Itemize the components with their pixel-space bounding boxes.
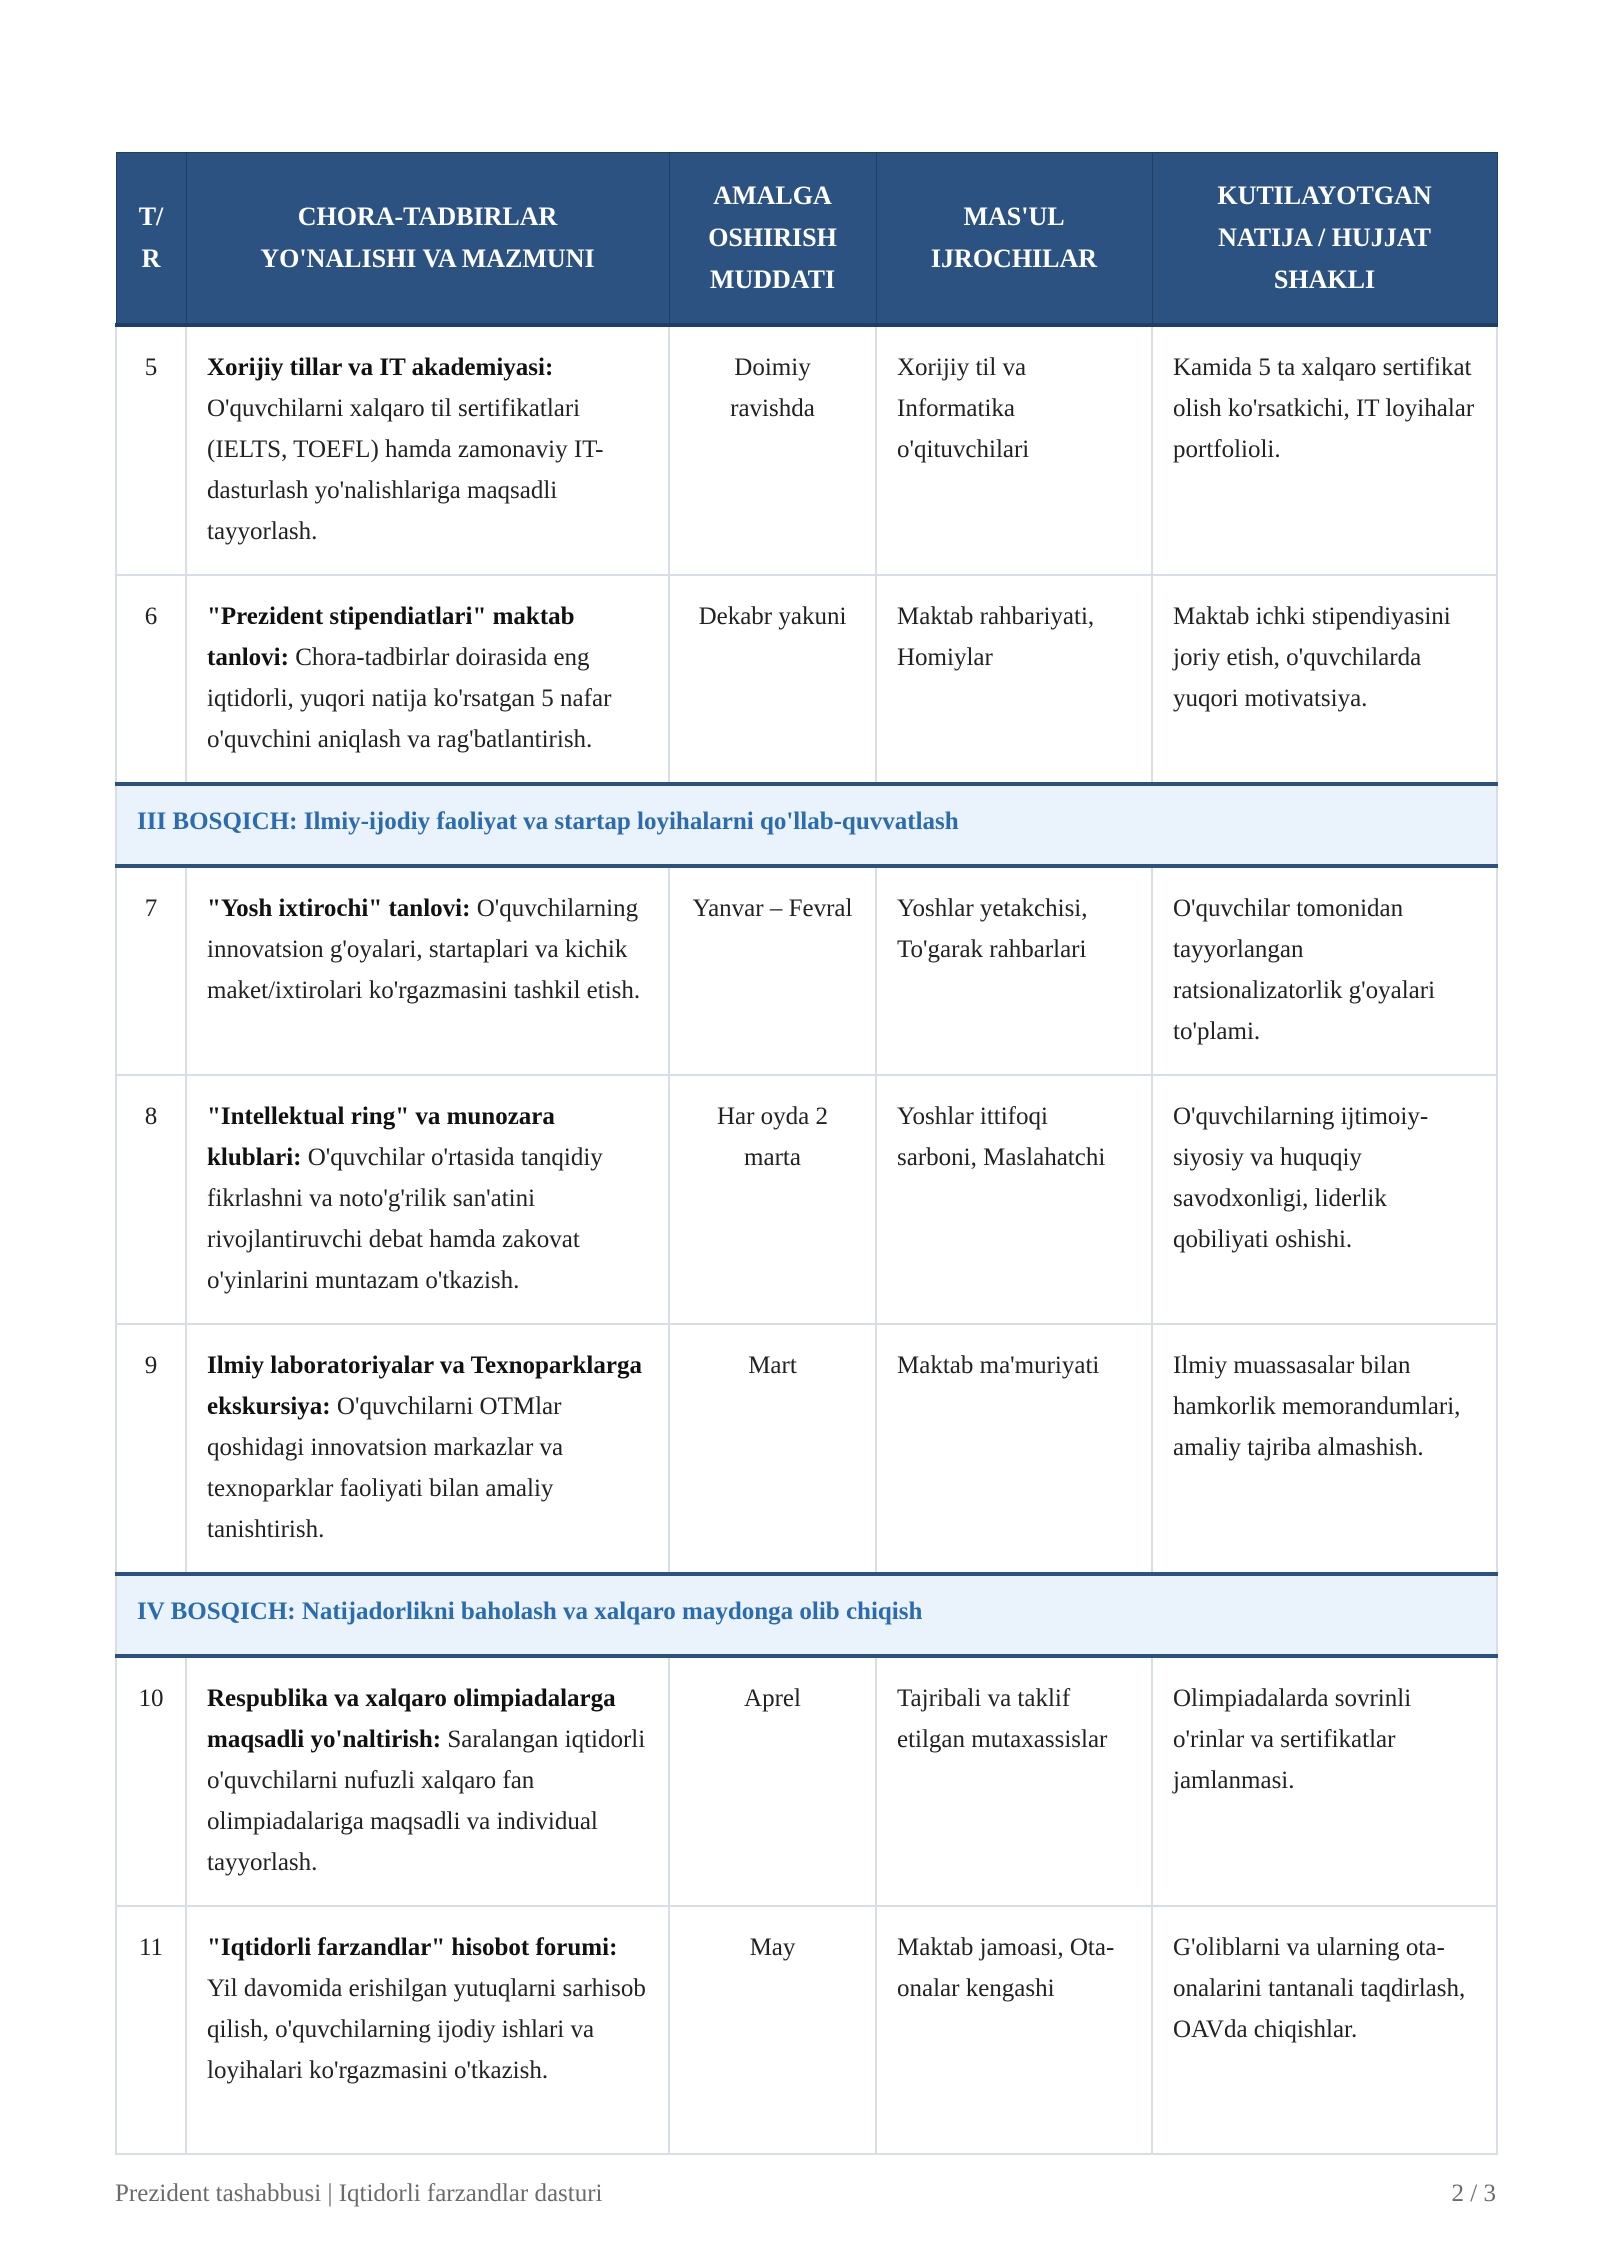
- table-row: [116, 1324, 1497, 1574]
- row-responsible: Maktab jamoasi, Ota-onalar kengashi: [876, 1906, 1152, 2154]
- header-activities: CHORA-TADBIRLAR YO'NALISHI VA MAZMUNI: [186, 153, 669, 325]
- row-deadline: Doimiy ravishda: [669, 325, 876, 575]
- table-row: [116, 1906, 1497, 2154]
- row-task: [186, 1075, 669, 1324]
- stage-heading: IV BOSQICH: Natijadorlikni baholash va xalqaro maydonga olib chiqish: [116, 1574, 1497, 1656]
- row-task-text: O'quvchilarning innovatsion g'oyalari, startaplari va kichik maket/ixtirolari ko'rgazmasini tashkil etish.: [207, 894, 641, 1004]
- row-task-text: O'quvchilarni OTMlar qoshidagi innovatsion markazlar va texnoparklar faoliyati bilan amaliy tanishtirish.: [207, 1392, 564, 1543]
- row-task-text: Saralangan iqtidorli o'quvchilarni nufuzli xalqaro fan olimpiadalariga maqsadli va individual tayyorlash.: [207, 1725, 646, 1876]
- row-task-title: "Yosh ixtirochi" tanlovi:: [207, 894, 471, 922]
- table-header-row: [116, 153, 1497, 325]
- row-number: 8: [116, 1075, 186, 1324]
- row-task: [186, 575, 669, 784]
- row-task-title: "Intellektual ring" va munozara klublari:: [207, 1102, 555, 1171]
- row-responsible: Tajribali va taklif etilgan mutaxassislar: [876, 1656, 1152, 1906]
- table-row: [116, 1075, 1497, 1324]
- row-task: [186, 1906, 669, 2154]
- row-task-title: "Prezident stipendiatlari" maktab tanlovi:: [207, 602, 575, 671]
- row-result: Ilmiy muassasalar bilan hamkorlik memorandumlari, amaliy tajriba almashish.: [1152, 1324, 1497, 1574]
- header-responsible: MAS'UL IJROCHILAR: [876, 153, 1152, 325]
- row-task-text: Chora-tadbirlar doirasida eng iqtidorli, yuqori natija ko'rsatgan 5 nafar o'quvchini aniqlash va rag'batlantirish.: [207, 643, 612, 753]
- row-task-title: Respublika va xalqaro olimpiadalarga maqsadli yo'naltirish:: [207, 1684, 616, 1753]
- row-deadline: Mart: [669, 1324, 876, 1574]
- row-task-text: O'quvchilar o'rtasida tanqidiy fikrlashni va noto'g'rilik san'atini rivojlantiruvchi debat hamda zakovat o'yinlarini muntazam o'tkazish.: [207, 1143, 603, 1294]
- row-deadline: Har oyda 2 marta: [669, 1075, 876, 1324]
- row-deadline: Aprel: [669, 1656, 876, 1906]
- row-number: 9: [116, 1324, 186, 1574]
- row-result: G'oliblarni va ularning ota-onalarini tantanali taqdirlash, OAVda chiqishlar.: [1152, 1906, 1497, 2154]
- row-task-text: O'quvchilarni xalqaro til sertifikatlari (IELTS, TOEFL) hamda zamonaviy IT-dasturlash yo'nalishlariga maqsadli tayyorlash.: [207, 394, 604, 545]
- row-responsible: Yoshlar yetakchisi, To'garak rahbarlari: [876, 866, 1152, 1075]
- row-responsible: Yoshlar ittifoqi sarboni, Maslahatchi: [876, 1075, 1152, 1324]
- row-result: Olimpiadalarda sovrinli o'rinlar va sertifikatlar jamlanmasi.: [1152, 1656, 1497, 1906]
- row-task-title: Xorijiy tillar va IT akademiyasi:: [207, 353, 554, 381]
- table-row: [116, 325, 1497, 575]
- stage-row: [116, 784, 1497, 866]
- row-deadline: Dekabr yakuni: [669, 575, 876, 784]
- row-responsible: Maktab ma'muriyati: [876, 1324, 1152, 1574]
- stage-heading: III BOSQICH: Ilmiy-ijodiy faoliyat va startap loyihalarni qo'llab-quvvatlash: [116, 784, 1497, 866]
- row-number: 5: [116, 325, 186, 575]
- row-responsible: Maktab rahbariyati, Homiylar: [876, 575, 1152, 784]
- header-number: T/ R: [116, 153, 186, 325]
- table-row: [116, 866, 1497, 1075]
- row-task: [186, 866, 669, 1075]
- row-task: [186, 325, 669, 575]
- row-responsible: Xorijiy til va Informatika o'qituvchilari: [876, 325, 1152, 575]
- row-result: O'quvchilarning ijtimoiy-siyosiy va huquqiy savodxonligi, liderlik qobiliyati oshishi.: [1152, 1075, 1497, 1324]
- row-number: 7: [116, 866, 186, 1075]
- footer-document-title: Prezident tashabbusi | Iqtidorli farzandlar dasturi: [115, 2180, 603, 2207]
- row-deadline: Yanvar – Fevral: [669, 866, 876, 1075]
- stage-row: [116, 1574, 1497, 1656]
- row-task-title: Ilmiy laboratoriyalar va Texnoparklarga ekskursiya:: [207, 1351, 642, 1420]
- row-task-title: "Iqtidorli farzandlar" hisobot forumi:: [207, 1933, 618, 1961]
- footer-page-number: 2 / 3: [1451, 2180, 1496, 2207]
- row-deadline: May: [669, 1906, 876, 2154]
- table-row: [116, 1656, 1497, 1906]
- table-row: [116, 575, 1497, 784]
- action-plan-table: [115, 152, 1498, 2155]
- row-result: Maktab ichki stipendiyasini joriy etish, o'quvchilarda yuqori motivatsiya.: [1152, 575, 1497, 784]
- header-expected-result: KUTILAYOTGAN NATIJA / HUJJAT SHAKLI: [1152, 153, 1497, 325]
- row-result: Kamida 5 ta xalqaro sertifikat olish ko'rsatkichi, IT loyihalar portfolioli.: [1152, 325, 1497, 575]
- row-task: [186, 1656, 669, 1906]
- header-deadline: AMALGA OSHIRISH MUDDATI: [669, 153, 876, 325]
- row-task-text: Yil davomida erishilgan yutuqlarni sarhisob qilish, o'quvchilarning ijodiy ishlari va loyihalari ko'rgazmasini o'tkazish.: [207, 1974, 646, 2084]
- row-number: 6: [116, 575, 186, 784]
- row-number: 11: [116, 1906, 186, 2154]
- row-result: O'quvchilar tomonidan tayyorlangan ratsionalizatorlik g'oyalari to'plami.: [1152, 866, 1497, 1075]
- row-number: 10: [116, 1656, 186, 1906]
- row-task: [186, 1324, 669, 1574]
